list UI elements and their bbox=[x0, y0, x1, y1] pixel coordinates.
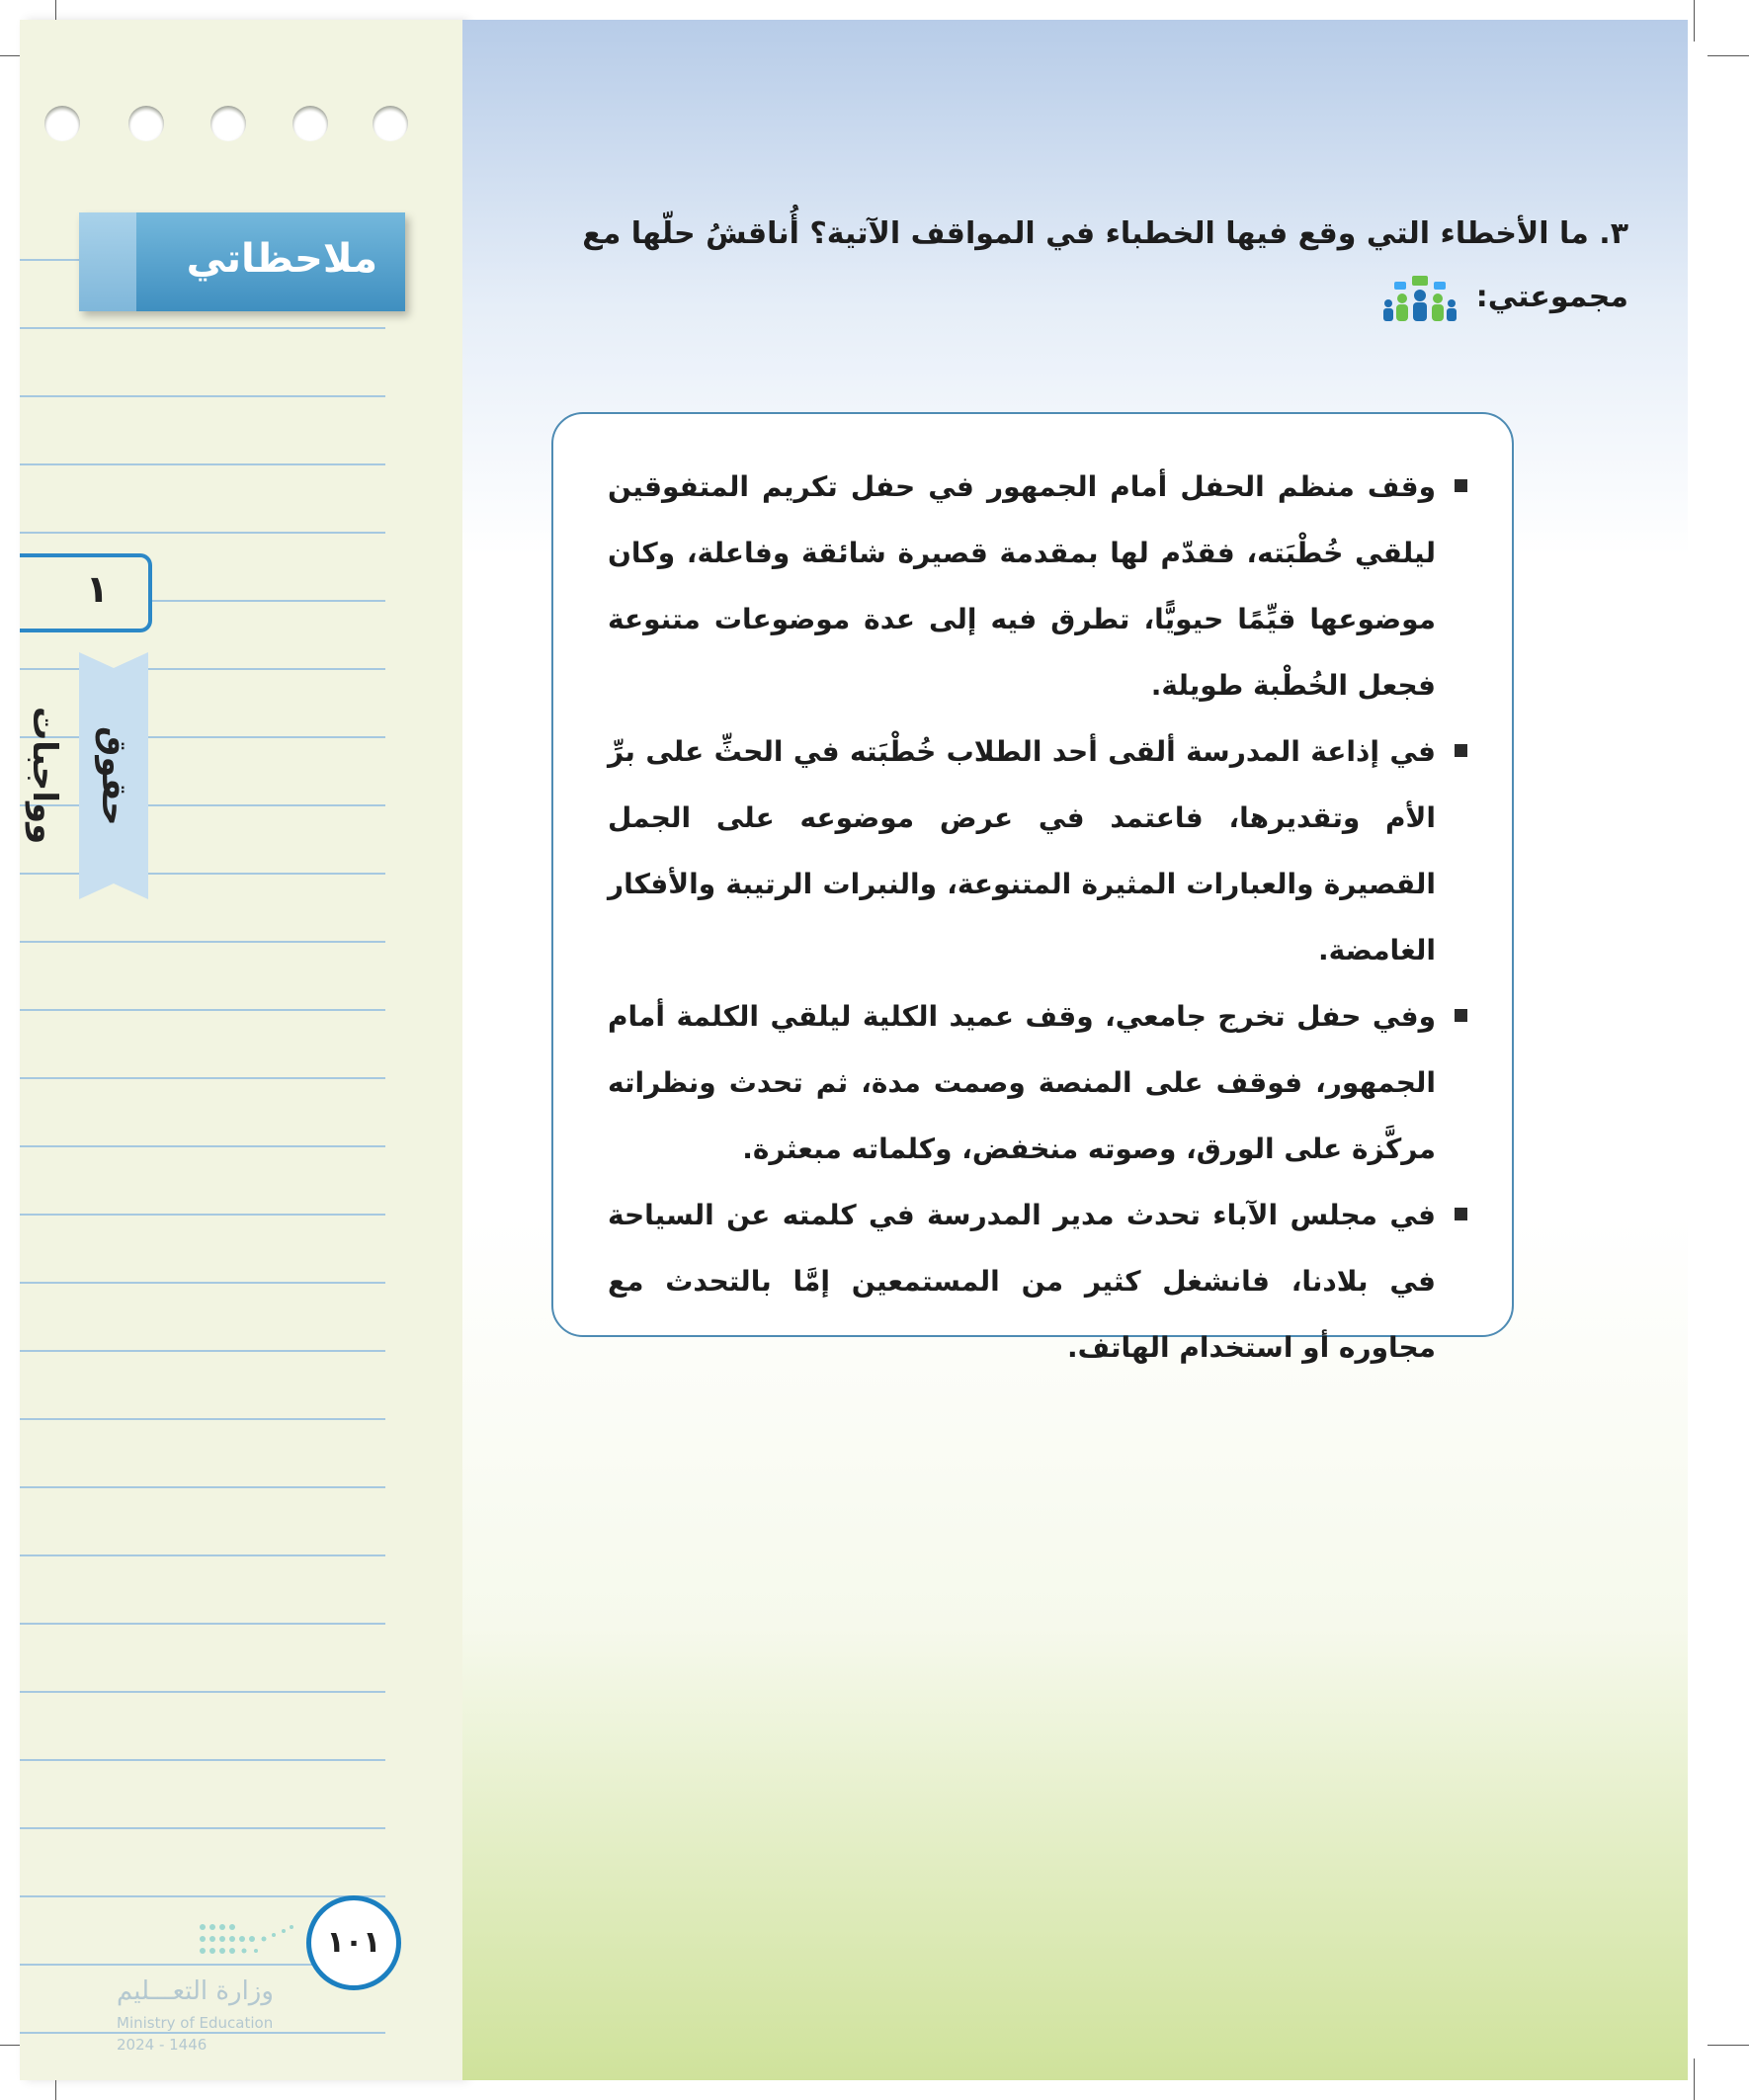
ministry-logo-icon bbox=[193, 1917, 311, 1967]
scenario-text: وقف منظم الحفل أمام الجمهور في حفل تكريم المتفوقين ليلقي خُطْبَته، فقدّم لها بمقدمة قصيرة شائقة وفاعلة، وكان موضوعها قيِّمًا حيويًّا، تطرق فيه إلى عدة موضوعات متنوعة فجعل الخُطْبة طويلة. bbox=[608, 470, 1436, 702]
binder-hole bbox=[44, 106, 80, 141]
ruled-line bbox=[20, 1827, 385, 1829]
unit-number-box bbox=[20, 553, 152, 632]
notes-label: ملاحظاتي bbox=[186, 236, 377, 282]
ruled-line bbox=[20, 1418, 385, 1420]
ministry-year: 2024 - 1446 bbox=[117, 2036, 208, 2054]
ruled-line bbox=[20, 1623, 385, 1625]
binder-hole bbox=[292, 106, 328, 141]
crop-mark bbox=[1707, 2045, 1749, 2046]
binder-hole bbox=[373, 106, 408, 141]
scenario-item bbox=[608, 983, 1467, 1182]
ruled-line bbox=[20, 532, 385, 534]
scenario-item bbox=[608, 1182, 1467, 1381]
ruled-line bbox=[20, 395, 385, 397]
notes-tab bbox=[79, 212, 405, 311]
square-bullet-icon bbox=[1455, 479, 1467, 492]
scenario-text: في مجلس الآباء تحدث مدير المدرسة في كلمته عن السياحة في بلادنا، فانشغل كثير من المستمعين إمَّا بالتحدث مع مجاوره أو استخدام الهاتف. bbox=[608, 1199, 1436, 1364]
scenario-text: وفي حفل تخرج جامعي، وقف عميد الكلية ليلقي الكلمة أمام الجمهور، فوقف على المنصة وصمت مدة، ثم تحدث ونظراته مركَّزة على الورق، وصوته منخفض، وكلماته مبعثرة. bbox=[608, 1000, 1436, 1165]
ruled-line bbox=[20, 1486, 385, 1488]
binder-hole bbox=[210, 106, 246, 141]
unit-title-ribbon bbox=[25, 652, 148, 899]
unit-number: ١ bbox=[85, 567, 109, 611]
ruled-line bbox=[20, 1350, 385, 1352]
ruled-line bbox=[20, 1145, 385, 1147]
ruled-line bbox=[20, 1895, 385, 1897]
crop-mark bbox=[1694, 2058, 1695, 2100]
question-prompt bbox=[541, 203, 1628, 329]
scenario-item bbox=[608, 718, 1467, 983]
question-text: ٣. ما الأخطاء التي وقع فيها الخطباء في المواقف الآتية؟ أُناقشُ حلّها مع مجموعتي: bbox=[582, 216, 1628, 314]
ruled-line bbox=[20, 2032, 385, 2034]
ruled-line bbox=[20, 873, 385, 875]
unit-title: حقوق وواجبات bbox=[25, 707, 133, 845]
ruled-line bbox=[20, 1691, 385, 1693]
scenario-list bbox=[608, 454, 1467, 1381]
ruled-line bbox=[20, 941, 385, 943]
ministry-name-english: Ministry of Education bbox=[117, 2014, 274, 2032]
binder-hole bbox=[128, 106, 164, 141]
ruled-line bbox=[20, 1214, 385, 1216]
ministry-name-arabic: وزارة التعـــليم bbox=[117, 1976, 274, 2006]
page-number: ١٠١ bbox=[306, 1895, 401, 1990]
ruled-line bbox=[20, 327, 385, 329]
ruled-line bbox=[20, 1554, 385, 1556]
square-bullet-icon bbox=[1455, 1208, 1467, 1220]
crop-mark bbox=[1694, 0, 1695, 42]
main-content bbox=[462, 20, 1688, 2080]
notes-sidebar bbox=[20, 20, 462, 2080]
ruled-line bbox=[20, 668, 385, 670]
ruled-line bbox=[20, 1077, 385, 1079]
crop-mark bbox=[1707, 55, 1749, 56]
ruled-line bbox=[20, 1759, 385, 1761]
ruled-line bbox=[20, 463, 385, 465]
group-discussion-icon bbox=[1382, 276, 1458, 321]
scenario-item bbox=[608, 454, 1467, 718]
ruled-line bbox=[20, 1282, 385, 1284]
scenarios-box bbox=[551, 412, 1514, 1364]
scenario-text: في إذاعة المدرسة ألقى أحد الطلاب خُطْبَته في الحثِّ على برِّ الأم وتقديرها، فاعتمد في عرض موضوعه على الجمل القصيرة والعبارات المثيرة المتنوعة، والنبرات الرتيبة والأفكار الغامضة. bbox=[608, 735, 1436, 966]
square-bullet-icon bbox=[1455, 744, 1467, 757]
square-bullet-icon bbox=[1455, 1009, 1467, 1022]
ruled-line bbox=[20, 1009, 385, 1011]
